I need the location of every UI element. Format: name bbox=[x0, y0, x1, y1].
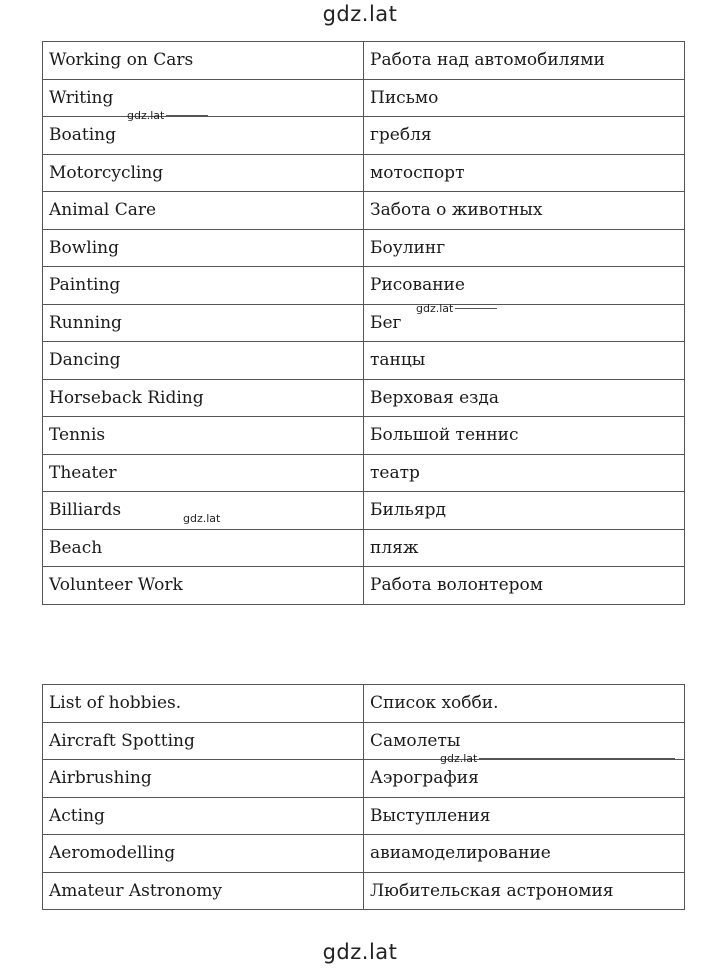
russian-cell: танцы bbox=[364, 342, 685, 380]
english-cell: List of hobbies. bbox=[43, 685, 364, 723]
table-row bbox=[43, 117, 685, 155]
english-cell: Painting bbox=[43, 267, 364, 305]
russian-cell: пляж bbox=[364, 529, 685, 567]
watermark-text: gdz.lat bbox=[440, 752, 478, 765]
english-cell: Beach bbox=[43, 529, 364, 567]
russian-cell: Работа над автомобилями bbox=[364, 42, 685, 80]
english-cell: Theater bbox=[43, 454, 364, 492]
english-cell: Bowling bbox=[43, 229, 364, 267]
table-row bbox=[43, 304, 685, 342]
table-row bbox=[43, 417, 685, 455]
watermark bbox=[127, 109, 208, 122]
english-cell: Writing bbox=[43, 79, 364, 117]
russian-cell: мотоспорт bbox=[364, 154, 685, 192]
hobbies-table bbox=[42, 41, 685, 605]
english-cell: Tennis bbox=[43, 417, 364, 455]
table-row bbox=[43, 685, 685, 723]
russian-cell: Аэрография bbox=[364, 760, 685, 798]
watermark bbox=[440, 752, 675, 765]
russian-cell: Список хобби. bbox=[364, 685, 685, 723]
english-cell: Working on Cars bbox=[43, 42, 364, 80]
english-cell: Acting bbox=[43, 797, 364, 835]
table-row bbox=[43, 379, 685, 417]
table-row bbox=[43, 492, 685, 530]
russian-cell: Письмо bbox=[364, 79, 685, 117]
english-cell: Horseback Riding bbox=[43, 379, 364, 417]
table-row bbox=[43, 454, 685, 492]
site-header: gdz.lat bbox=[322, 2, 398, 26]
watermark-text: gdz.lat bbox=[127, 109, 165, 122]
table-row bbox=[43, 835, 685, 873]
table-row bbox=[43, 154, 685, 192]
russian-cell: Выступления bbox=[364, 797, 685, 835]
table-row bbox=[43, 797, 685, 835]
watermark-line bbox=[455, 308, 497, 309]
russian-cell: Забота о животных bbox=[364, 192, 685, 230]
table-row bbox=[43, 267, 685, 305]
table-row bbox=[43, 760, 685, 798]
english-cell: Boating bbox=[43, 117, 364, 155]
table-row bbox=[43, 229, 685, 267]
site-footer: gdz.lat bbox=[322, 940, 398, 964]
table-row bbox=[43, 42, 685, 80]
watermark bbox=[183, 512, 220, 525]
table-row bbox=[43, 872, 685, 910]
watermark-line bbox=[479, 758, 675, 759]
russian-cell: авиамоделирование bbox=[364, 835, 685, 873]
english-cell: Billiards bbox=[43, 492, 364, 530]
watermark-line bbox=[166, 115, 208, 116]
english-cell: Animal Care bbox=[43, 192, 364, 230]
russian-cell: театр bbox=[364, 454, 685, 492]
russian-cell: Боулинг bbox=[364, 229, 685, 267]
russian-cell: Большой теннис bbox=[364, 417, 685, 455]
russian-cell: Бильярд bbox=[364, 492, 685, 530]
english-cell: Airbrushing bbox=[43, 760, 364, 798]
watermark-text: gdz.lat bbox=[416, 302, 454, 315]
english-cell: Amateur Astronomy bbox=[43, 872, 364, 910]
english-cell: Motorcycling bbox=[43, 154, 364, 192]
table-row bbox=[43, 529, 685, 567]
english-cell: Dancing bbox=[43, 342, 364, 380]
hobbies-list-table bbox=[42, 684, 685, 910]
watermark bbox=[416, 302, 497, 315]
table-row bbox=[43, 192, 685, 230]
table-row bbox=[43, 342, 685, 380]
russian-cell: Рисование bbox=[364, 267, 685, 305]
russian-cell: гребля bbox=[364, 117, 685, 155]
russian-cell: Бег bbox=[364, 304, 685, 342]
russian-cell: Верховая езда bbox=[364, 379, 685, 417]
watermark-text: gdz.lat bbox=[183, 512, 221, 525]
english-cell: Aeromodelling bbox=[43, 835, 364, 873]
table-row bbox=[43, 567, 685, 605]
russian-cell: Самолеты bbox=[364, 722, 685, 760]
english-cell: Volunteer Work bbox=[43, 567, 364, 605]
russian-cell: Любительская астрономия bbox=[364, 872, 685, 910]
russian-cell: Работа волонтером bbox=[364, 567, 685, 605]
english-cell: Running bbox=[43, 304, 364, 342]
english-cell: Aircraft Spotting bbox=[43, 722, 364, 760]
